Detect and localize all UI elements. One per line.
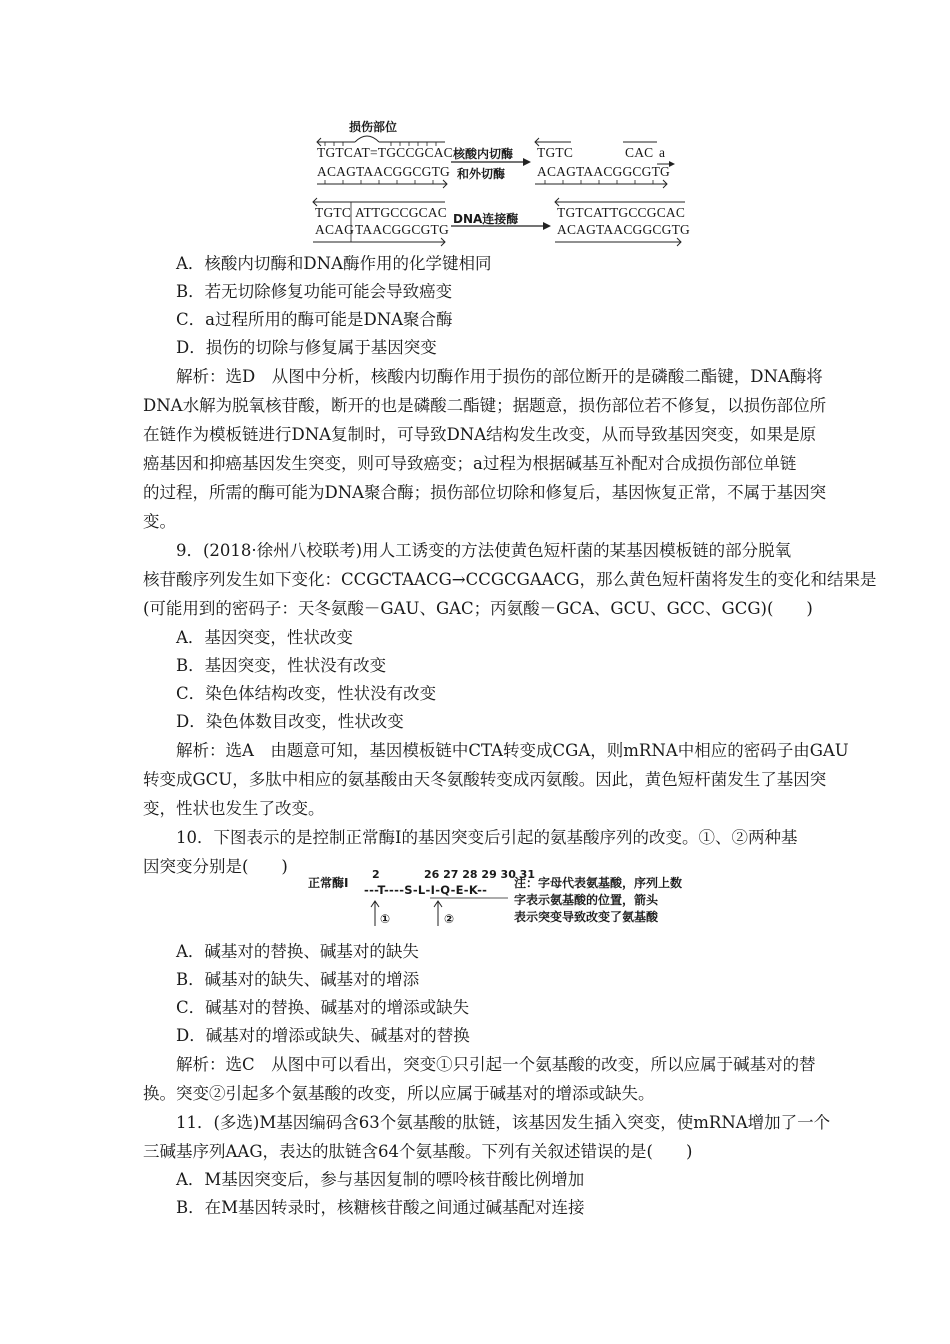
figure-note-line: 注：字母代表氨基酸，序列上数 — [514, 876, 683, 890]
q10-option-d: D．碱基对的增添或缺失、碱基对的替换 — [176, 1026, 470, 1045]
q8-option-d: D．损伤的切除与修复属于基因突变 — [176, 338, 437, 357]
dna-repair-figure — [305, 118, 690, 248]
q10-option-b: B．碱基对的缺失、碱基对的增添 — [176, 970, 420, 989]
damage-site-label: 损伤部位 — [349, 120, 398, 134]
q11-option-b: B．在M基因转录时，核糖核苷酸之间通过碱基配对连接 — [176, 1198, 585, 1217]
mutation-1-marker: ① — [380, 912, 391, 926]
exonuclease-label: 和外切酶 — [457, 167, 506, 181]
strand2-bottom: ACAGTAACGGCGTG — [537, 164, 670, 179]
q9-option-c: C．染色体结构改变，性状没有改变 — [176, 684, 437, 703]
strand3-top-left: TGTC — [315, 205, 352, 220]
strand1-top: TGTCAT=TGCCGCAC — [317, 145, 453, 160]
position-range-label: 26 27 28 29 30 31 — [424, 868, 535, 881]
q10-analysis-line: 解析：选C 从图中可以看出，突变①只引起一个氨基酸的改变，所以应属于碱基对的替 — [176, 1055, 816, 1074]
q9-option-b: B．基因突变，性状没有改变 — [176, 656, 387, 675]
endonuclease-label: 核酸内切酶 — [453, 147, 514, 161]
mutation-2-marker: ② — [444, 912, 455, 926]
strand4-top: TGTCATTGCCGCAC — [557, 205, 686, 220]
q10-option-a: A．碱基对的替换、碱基对的缺失 — [176, 942, 419, 961]
q11-stem-line: 三碱基序列AAG，表达的肽链含64个氨基酸。下列有关叙述错误的是( ) — [143, 1142, 693, 1161]
q9-option-a: A．基因突变，性状改变 — [176, 628, 353, 647]
q8-option-b: B．若无切除修复功能可能会导致癌变 — [176, 282, 453, 301]
q8-option-c: C．a过程所用的酶可能是DNA聚合酶 — [176, 310, 453, 329]
strand3-bottom-left: ACAG — [315, 222, 355, 237]
normal-enzyme-label: 正常酶Ⅰ — [308, 876, 349, 890]
strand2-top-left: TGTC — [537, 145, 574, 160]
q10-option-c: C．碱基对的替换、碱基对的增添或缺失 — [176, 998, 470, 1017]
q9-option-d: D．染色体数目改变，性状改变 — [176, 712, 404, 731]
q10-analysis-line: 换。突变②引起多个氨基酸的改变，所以应属于碱基对的增添或缺失。 — [143, 1084, 655, 1103]
figure-note-line: 字表示氨基酸的位置，箭头 — [514, 893, 659, 907]
q9-stem-line: 核苷酸序列发生如下变化：CCGCTAACG→CCGCGAACG，那么黄色短杆菌将发生的变化和结果是 — [143, 570, 877, 589]
position-2-label: 2 — [372, 868, 380, 881]
strand1-bottom: ACAGTAACGGCGTG — [317, 164, 450, 179]
strand3-bottom-right: TAACGGCGTG — [355, 222, 449, 237]
amino-acid-sequence: ---T----S-L-I-Q-E-K-- — [364, 883, 488, 897]
q9-analysis-line: 转变成GCU，多肽中相应的氨基酸由天冬氨酸转变成丙氨酸。因此，黄色短杆菌发生了基因突 — [143, 770, 827, 789]
q8-analysis-line: DNA水解为脱氧核苷酸，断开的也是磷酸二酯键；据题意，损伤部位若不修复，以损伤部位所 — [143, 396, 827, 415]
q11-stem-line: 11．(多选)M基因编码含63个氨基酸的肽链，该基因发生插入突变，使mRNA增加了一个 — [176, 1113, 831, 1132]
q8-analysis-line: 的过程，所需的酶可能为DNA聚合酶；损伤部位切除和修复后，基因恢复正常，不属于基因突 — [143, 483, 827, 502]
strand4-bottom: ACAGTAACGGCGTG — [557, 222, 690, 237]
ligase-label: DNA连接酶 — [453, 212, 519, 226]
q10-stem-line: 10．下图表示的是控制正常酶Ⅰ的基因突变后引起的氨基酸序列的改变。①、②两种基 — [176, 828, 798, 847]
q8-analysis-line: 癌基因和抑癌基因发生突变，则可导致癌变；a过程为根据碱基互补配对合成损伤部位单链 — [143, 454, 797, 473]
figure-note-line: 表示突变导致改变了氨基酸 — [514, 910, 659, 924]
process-a-label: a — [659, 145, 666, 160]
q9-analysis-line: 解析：选A 由题意可知，基因模板链中CTA转变成CGA，则mRNA中相应的密码子由GAU — [176, 741, 849, 760]
q8-analysis-line: 变。 — [143, 512, 176, 531]
strand3-top-right: ATTGCCGCAC — [355, 205, 448, 220]
amino-acid-figure — [308, 868, 688, 936]
strand2-top-right: CAC — [625, 145, 654, 160]
q10-stem-line: 因突变分别是( ) — [143, 857, 288, 876]
q9-analysis-line: 变，性状也发生了改变。 — [143, 799, 325, 818]
q9-stem-line: (可能用到的密码子：天冬氨酸－GAU、GAC；丙氨酸－GCA、GCU、GCC、GCG)( ) — [143, 599, 813, 618]
q8-analysis-line: 解析：选D 从图中分析，核酸内切酶作用于损伤的部位断开的是磷酸二酯键，DNA酶将 — [176, 367, 823, 386]
q9-stem-line: 9．(2018·徐州八校联考)用人工诱变的方法使黄色短杆菌的某基因模板链的部分脱氧 — [176, 541, 792, 560]
q11-option-a: A．M基因突变后，参与基因复制的嘌呤核苷酸比例增加 — [176, 1170, 585, 1189]
q8-analysis-line: 在链作为模板链进行DNA复制时，可导致DNA结构发生改变，从而导致基因突变，如果是原 — [143, 425, 817, 444]
q8-option-a: A．核酸内切酶和DNA酶作用的化学键相同 — [176, 254, 492, 273]
